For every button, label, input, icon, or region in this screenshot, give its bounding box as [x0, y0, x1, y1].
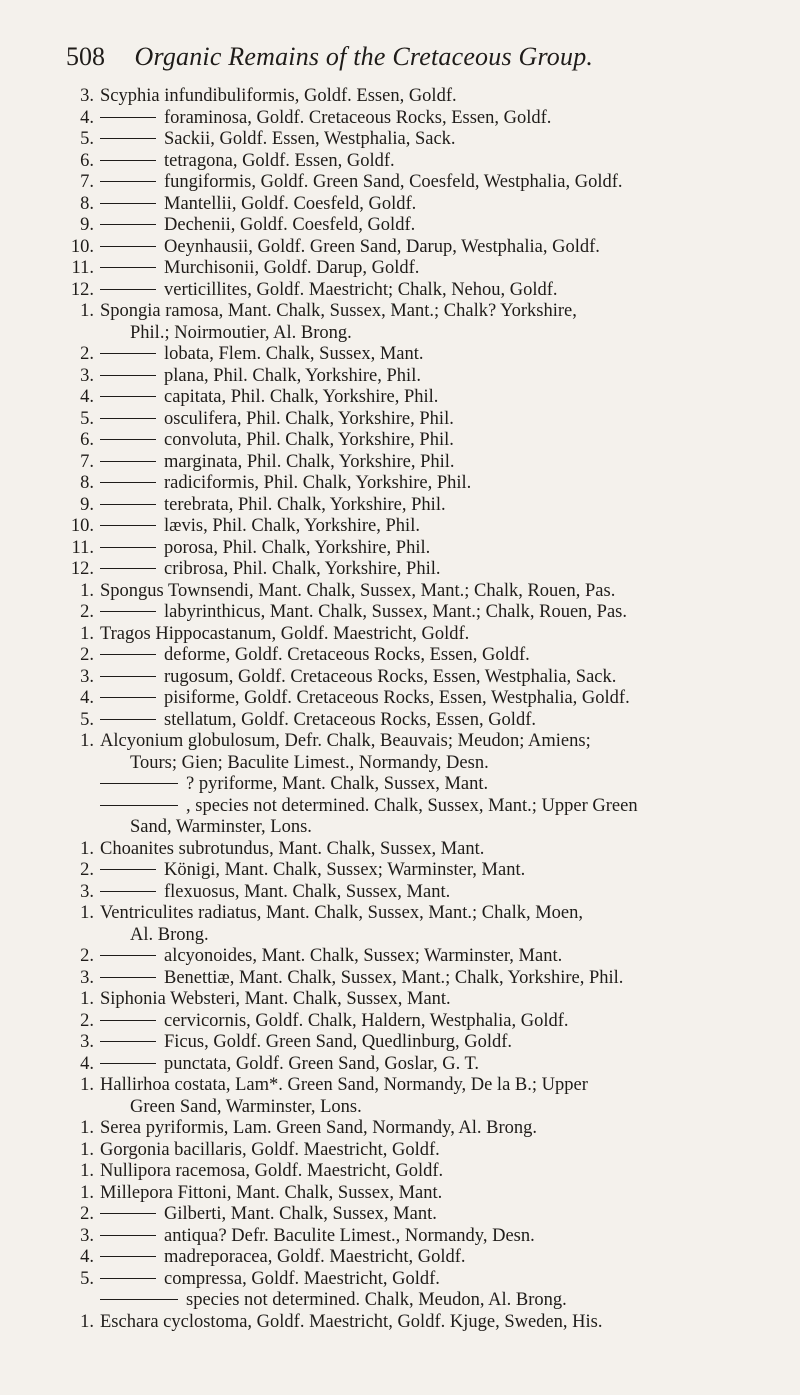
- list-item: [0, 1075, 800, 1097]
- entry-text: Green Sand, Warminster, Lons.: [130, 1096, 362, 1117]
- entry-text: fungiformis, Goldf. Green Sand, Coesfeld, Westphalia, Goldf.: [164, 172, 623, 192]
- entry-number: 1.: [80, 623, 94, 644]
- list-item: [0, 86, 800, 108]
- entry-body: [100, 516, 420, 538]
- page-number: 508: [66, 42, 105, 71]
- entry-text: Murchisonii, Goldf. Darup, Goldf.: [164, 258, 420, 278]
- list-item: [0, 387, 800, 409]
- ditto-dash: [100, 1256, 156, 1257]
- entry-body: [100, 581, 615, 603]
- list-item: [0, 280, 800, 302]
- list-item: [0, 1161, 800, 1183]
- entry-text: Königi, Mant. Chalk, Sussex; Warminster, Mant.: [164, 860, 526, 880]
- entry-number: 10.: [70, 236, 94, 257]
- entry-text: terebrata, Phil. Chalk, Yorkshire, Phil.: [164, 494, 446, 515]
- list-item: [0, 323, 800, 345]
- entry-number: 1.: [80, 989, 94, 1009]
- entry-text: foraminosa, Goldf. Cretaceous Rocks, Essen, Goldf.: [164, 107, 552, 128]
- list-item: [0, 774, 800, 796]
- page-header: [66, 42, 766, 72]
- entry-text: marginata, Phil. Chalk, Yorkshire, Phil.: [164, 451, 455, 472]
- ditto-dash: [100, 246, 156, 247]
- entry-number: 4.: [80, 107, 94, 128]
- list-item: [0, 194, 800, 216]
- ditto-dash: [100, 611, 156, 612]
- list-item: [0, 409, 800, 431]
- entry-body: [100, 151, 395, 173]
- list-item: [0, 839, 800, 861]
- entry-body: [100, 1075, 588, 1097]
- entry-number: 5.: [80, 408, 94, 429]
- entry-text: pisiforme, Goldf. Cretaceous Rocks, Essen, Westphalia, Goldf.: [164, 688, 630, 708]
- ditto-dash: [100, 138, 156, 139]
- ditto-dash: [100, 525, 156, 526]
- ditto-dash: [100, 504, 156, 505]
- entry-text: lobata, Flem. Chalk, Sussex, Mant.: [164, 344, 424, 364]
- entry-number: 5.: [80, 709, 94, 730]
- ditto-dash: [100, 869, 156, 870]
- entry-number: 4.: [80, 1247, 94, 1267]
- ditto-dash: [100, 375, 156, 376]
- entry-number: 2.: [80, 602, 94, 622]
- entry-text: Benettiæ, Mant. Chalk, Sussex, Mant.; Chalk, Yorkshire, Phil.: [164, 967, 624, 988]
- entry-number: 3.: [80, 86, 94, 106]
- entry-body: [100, 172, 623, 194]
- entry-text: species not determined. Chalk, Meudon, Al. Brong.: [186, 1290, 567, 1310]
- entry-number: 12.: [70, 279, 94, 300]
- list-item: [0, 796, 800, 818]
- entry-number: 9.: [80, 494, 94, 515]
- list-item: [0, 1054, 800, 1076]
- entry-number: 1.: [80, 1075, 94, 1095]
- entry-body: [130, 817, 312, 839]
- ditto-dash: [100, 1235, 156, 1236]
- entry-number: 3.: [80, 666, 94, 687]
- list-item: [0, 301, 800, 323]
- entry-text: porosa, Phil. Chalk, Yorkshire, Phil.: [164, 537, 431, 558]
- entry-body: [100, 882, 450, 904]
- entry-number: 2.: [80, 1204, 94, 1224]
- entry-body: [100, 473, 471, 495]
- entry-text: stellatum, Goldf. Cretaceous Rocks, Essen, Goldf.: [164, 709, 536, 730]
- entry-text: alcyonoides, Mant. Chalk, Sussex; Warminster, Mant.: [164, 946, 563, 966]
- list-item: [0, 1290, 800, 1312]
- ditto-dash: [100, 267, 156, 268]
- ditto-dash: [100, 418, 156, 419]
- entry-text: lævis, Phil. Chalk, Yorkshire, Phil.: [164, 516, 420, 536]
- entry-body: [100, 215, 415, 237]
- entry-number: 1.: [80, 1139, 94, 1160]
- entry-text: Tragos Hippocastanum, Goldf. Maestricht, Goldf.: [100, 623, 470, 644]
- entry-number: 6.: [80, 430, 94, 450]
- entry-number: 7.: [80, 172, 94, 192]
- entry-body: [130, 323, 352, 345]
- entry-body: [100, 688, 630, 710]
- entry-text: antiqua? Defr. Baculite Limest., Normandy, Desn.: [164, 1225, 535, 1246]
- entry-number: 1.: [80, 301, 94, 321]
- list-item: [0, 473, 800, 495]
- ditto-dash: [100, 1278, 156, 1279]
- list-item: [0, 817, 800, 839]
- entry-number: 2.: [80, 860, 94, 880]
- entry-body: [100, 1054, 479, 1076]
- entry-text: Eschara cyclostoma, Goldf. Maestricht, Goldf. Kjuge, Sweden, His.: [100, 1311, 603, 1332]
- entry-text: Phil.; Noirmoutier, Al. Brong.: [130, 322, 352, 343]
- entry-number: 10.: [70, 516, 94, 536]
- entry-body: [100, 667, 616, 689]
- entry-body: [100, 258, 419, 280]
- list-item: [0, 172, 800, 194]
- entry-text: Oeynhausii, Goldf. Green Sand, Darup, Westphalia, Goldf.: [164, 236, 600, 257]
- entry-body: [100, 301, 577, 323]
- entry-text: Gorgonia bacillaris, Goldf. Maestricht, Goldf.: [100, 1139, 440, 1160]
- entry-body: [100, 624, 469, 646]
- entry-text: Choanites subrotundus, Mant. Chalk, Sussex, Mant.: [100, 838, 485, 859]
- entry-text: Mantellii, Goldf. Coesfeld, Goldf.: [164, 193, 417, 214]
- list-item: [0, 968, 800, 990]
- entry-number: 1.: [80, 903, 94, 923]
- running-title: Organic Remains of the Cretaceous Group.: [134, 42, 594, 71]
- ditto-dash: [100, 547, 156, 548]
- list-item: [0, 688, 800, 710]
- entry-body: [100, 796, 638, 818]
- entry-number: 11.: [71, 537, 94, 558]
- ditto-dash: [100, 1299, 178, 1300]
- entry-number: 2.: [80, 344, 94, 364]
- entry-number: 9.: [80, 215, 94, 235]
- entry-body: [100, 774, 488, 796]
- entry-number: 2.: [80, 1010, 94, 1031]
- entry-text: Siphonia Websteri, Mant. Chalk, Sussex, Mant.: [100, 989, 451, 1009]
- list-item: [0, 1032, 800, 1054]
- entry-number: 2.: [80, 645, 94, 665]
- entry-body: [100, 108, 551, 130]
- entry-body: [100, 409, 454, 431]
- list-item: [0, 1247, 800, 1269]
- list-item: [0, 731, 800, 753]
- entry-number: 8.: [80, 473, 94, 493]
- list-item: [0, 882, 800, 904]
- list-item: [0, 710, 800, 732]
- list-item: [0, 903, 800, 925]
- entry-text: Millepora Fittoni, Mant. Chalk, Sussex, Mant.: [100, 1182, 443, 1203]
- ditto-dash: [100, 783, 178, 784]
- ditto-dash: [100, 719, 156, 720]
- species-list: [0, 86, 800, 1333]
- list-item: [0, 430, 800, 452]
- entry-text: verticillites, Goldf. Maestricht; Chalk, Nehou, Goldf.: [164, 279, 558, 300]
- entry-number: 8.: [80, 193, 94, 214]
- entry-number: 3.: [80, 1032, 94, 1052]
- ditto-dash: [100, 1041, 156, 1042]
- ditto-dash: [100, 697, 156, 698]
- ditto-dash: [100, 891, 156, 892]
- list-item: [0, 1204, 800, 1226]
- list-item: [0, 925, 800, 947]
- entry-text: Ficus, Goldf. Green Sand, Quedlinburg, Goldf.: [164, 1032, 513, 1052]
- entry-number: 7.: [80, 451, 94, 472]
- ditto-dash: [100, 1020, 156, 1021]
- list-item: [0, 645, 800, 667]
- list-item: [0, 495, 800, 517]
- ditto-dash: [100, 955, 156, 956]
- ditto-dash: [100, 482, 156, 483]
- entry-body: [100, 989, 451, 1011]
- list-item: [0, 1118, 800, 1140]
- entry-text: osculifera, Phil. Chalk, Yorkshire, Phil.: [164, 408, 454, 429]
- list-item: [0, 538, 800, 560]
- entry-text: flexuosus, Mant. Chalk, Sussex, Mant.: [164, 881, 451, 902]
- list-item: [0, 151, 800, 173]
- entry-number: 5.: [80, 1268, 94, 1289]
- ditto-dash: [100, 203, 156, 204]
- entry-body: [100, 495, 446, 517]
- entry-text: labyrinthicus, Mant. Chalk, Sussex, Mant.; Chalk, Rouen, Pas.: [164, 602, 627, 622]
- entry-body: [100, 237, 600, 259]
- entry-text: Spongus Townsendi, Mant. Chalk, Sussex, Mant.; Chalk, Rouen, Pas.: [100, 580, 616, 601]
- ditto-dash: [100, 160, 156, 161]
- entry-body: [100, 1011, 569, 1033]
- entry-body: [100, 559, 440, 581]
- list-item: [0, 946, 800, 968]
- entry-text: Scyphia infundibuliformis, Goldf. Essen, Goldf.: [100, 86, 457, 106]
- list-item: [0, 258, 800, 280]
- entry-body: [100, 1226, 535, 1248]
- entry-body: [100, 1269, 440, 1291]
- entry-text: punctata, Goldf. Green Sand, Goslar, G. T.: [164, 1053, 480, 1074]
- entry-body: [100, 946, 562, 968]
- list-item: [0, 989, 800, 1011]
- ditto-dash: [100, 805, 178, 806]
- ditto-dash: [100, 224, 156, 225]
- ditto-dash: [100, 568, 156, 569]
- list-item: [0, 516, 800, 538]
- ditto-dash: [100, 654, 156, 655]
- entry-number: 6.: [80, 150, 94, 171]
- entry-text: rugosum, Goldf. Cretaceous Rocks, Essen, Westphalia, Sack.: [164, 666, 617, 687]
- entry-body: [100, 1032, 512, 1054]
- entry-body: [100, 1290, 567, 1312]
- ditto-dash: [100, 1213, 156, 1214]
- entry-body: [100, 860, 525, 882]
- entry-number: 1.: [80, 1161, 94, 1181]
- list-item: [0, 624, 800, 646]
- list-item: [0, 1226, 800, 1248]
- list-item: [0, 860, 800, 882]
- entry-number: 11.: [71, 258, 94, 278]
- entry-text: Al. Brong.: [130, 924, 209, 945]
- entry-number: 1.: [80, 580, 94, 601]
- entry-body: [100, 1312, 602, 1334]
- entry-number: 1.: [80, 731, 94, 751]
- list-item: [0, 667, 800, 689]
- entry-body: [100, 538, 430, 560]
- entry-body: [100, 1204, 437, 1226]
- list-item: [0, 237, 800, 259]
- entry-number: 1.: [80, 1118, 94, 1138]
- list-item: [0, 1183, 800, 1205]
- list-item: [0, 1097, 800, 1119]
- list-item: [0, 753, 800, 775]
- entry-body: [100, 710, 536, 732]
- entry-body: [100, 1247, 466, 1269]
- entry-text: , species not determined. Chalk, Sussex, Mant.; Upper Green: [186, 795, 638, 816]
- list-item: [0, 366, 800, 388]
- entry-number: 4.: [80, 1053, 94, 1074]
- entry-number: 2.: [80, 946, 94, 966]
- list-item: [0, 581, 800, 603]
- ditto-dash: [100, 181, 156, 182]
- entry-number: 1.: [80, 1311, 94, 1332]
- ditto-dash: [100, 117, 156, 118]
- entry-body: [100, 1183, 442, 1205]
- entry-number: 3.: [80, 881, 94, 902]
- list-item: [0, 1140, 800, 1162]
- list-item: [0, 1269, 800, 1291]
- list-item: [0, 344, 800, 366]
- entry-body: [100, 387, 438, 409]
- ditto-dash: [100, 353, 156, 354]
- entry-body: [100, 194, 416, 216]
- entry-text: radiciformis, Phil. Chalk, Yorkshire, Phil.: [164, 473, 472, 493]
- entry-number: 3.: [80, 967, 94, 988]
- entry-number: 1.: [80, 838, 94, 859]
- entry-text: Gilberti, Mant. Chalk, Sussex, Mant.: [164, 1204, 437, 1224]
- entry-body: [100, 1161, 443, 1183]
- entry-number: 4.: [80, 387, 94, 407]
- entry-text: tetragona, Goldf. Essen, Goldf.: [164, 150, 395, 171]
- entry-number: 4.: [80, 688, 94, 708]
- entry-text: Nullipora racemosa, Goldf. Maestricht, Goldf.: [100, 1161, 444, 1181]
- ditto-dash: [100, 676, 156, 677]
- entry-text: cribrosa, Phil. Chalk, Yorkshire, Phil.: [164, 559, 441, 579]
- entry-body: [100, 903, 583, 925]
- ditto-dash: [100, 396, 156, 397]
- entry-body: [100, 366, 421, 388]
- entry-text: deforme, Goldf. Cretaceous Rocks, Essen, Goldf.: [164, 645, 530, 665]
- entry-body: [100, 645, 530, 667]
- entry-body: [100, 968, 623, 990]
- entry-body: [100, 731, 591, 753]
- list-item: [0, 559, 800, 581]
- list-item: [0, 1011, 800, 1033]
- entry-body: [100, 1118, 537, 1140]
- entry-text: Serea pyriformis, Lam. Green Sand, Normandy, Al. Brong.: [100, 1118, 538, 1138]
- list-item: [0, 602, 800, 624]
- entry-body: [100, 602, 627, 624]
- entry-body: [100, 430, 454, 452]
- entry-text: Alcyonium globulosum, Defr. Chalk, Beauvais; Meudon; Amiens;: [100, 731, 591, 751]
- ditto-dash: [100, 439, 156, 440]
- entry-body: [100, 129, 456, 151]
- entry-text: Ventriculites radiatus, Mant. Chalk, Sussex, Mant.; Chalk, Moen,: [100, 903, 583, 923]
- list-item: [0, 452, 800, 474]
- entry-body: [100, 452, 455, 474]
- entry-body: [100, 1140, 440, 1162]
- entry-text: madreporacea, Goldf. Maestricht, Goldf.: [164, 1247, 466, 1267]
- entry-body: [100, 280, 558, 302]
- entry-body: [130, 1097, 362, 1119]
- entry-body: [130, 753, 489, 775]
- list-item: [0, 215, 800, 237]
- entry-number: 12.: [70, 559, 94, 579]
- entry-number: 1.: [80, 1182, 94, 1203]
- entry-text: Sackii, Goldf. Essen, Westphalia, Sack.: [164, 129, 456, 149]
- ditto-dash: [100, 1063, 156, 1064]
- entry-body: [100, 86, 457, 108]
- ditto-dash: [100, 289, 156, 290]
- entry-text: Hallirhoa costata, Lam*. Green Sand, Normandy, De la B.; Upper: [100, 1075, 588, 1095]
- ditto-dash: [100, 461, 156, 462]
- entry-body: [100, 344, 424, 366]
- entry-text: Tours; Gien; Baculite Limest., Normandy, Desn.: [130, 752, 489, 773]
- entry-text: ? pyriforme, Mant. Chalk, Sussex, Mant.: [186, 774, 489, 794]
- entry-text: cervicornis, Goldf. Chalk, Haldern, Westphalia, Goldf.: [164, 1010, 569, 1031]
- entry-body: [100, 839, 484, 861]
- entry-text: Dechenii, Goldf. Coesfeld, Goldf.: [164, 215, 416, 235]
- entry-text: compressa, Goldf. Maestricht, Goldf.: [164, 1268, 440, 1289]
- entry-body: [130, 925, 209, 947]
- list-item: [0, 129, 800, 151]
- entry-number: 3.: [80, 365, 94, 386]
- entry-text: capitata, Phil. Chalk, Yorkshire, Phil.: [164, 387, 439, 407]
- ditto-dash: [100, 977, 156, 978]
- entry-text: convoluta, Phil. Chalk, Yorkshire, Phil.: [164, 430, 454, 450]
- entry-text: Spongia ramosa, Mant. Chalk, Sussex, Mant.; Chalk? Yorkshire,: [100, 301, 577, 321]
- entry-number: 5.: [80, 129, 94, 149]
- entry-text: plana, Phil. Chalk, Yorkshire, Phil.: [164, 365, 421, 386]
- list-item: [0, 1312, 800, 1334]
- entry-text: Sand, Warminster, Lons.: [130, 817, 312, 837]
- entry-number: 3.: [80, 1225, 94, 1246]
- list-item: [0, 108, 800, 130]
